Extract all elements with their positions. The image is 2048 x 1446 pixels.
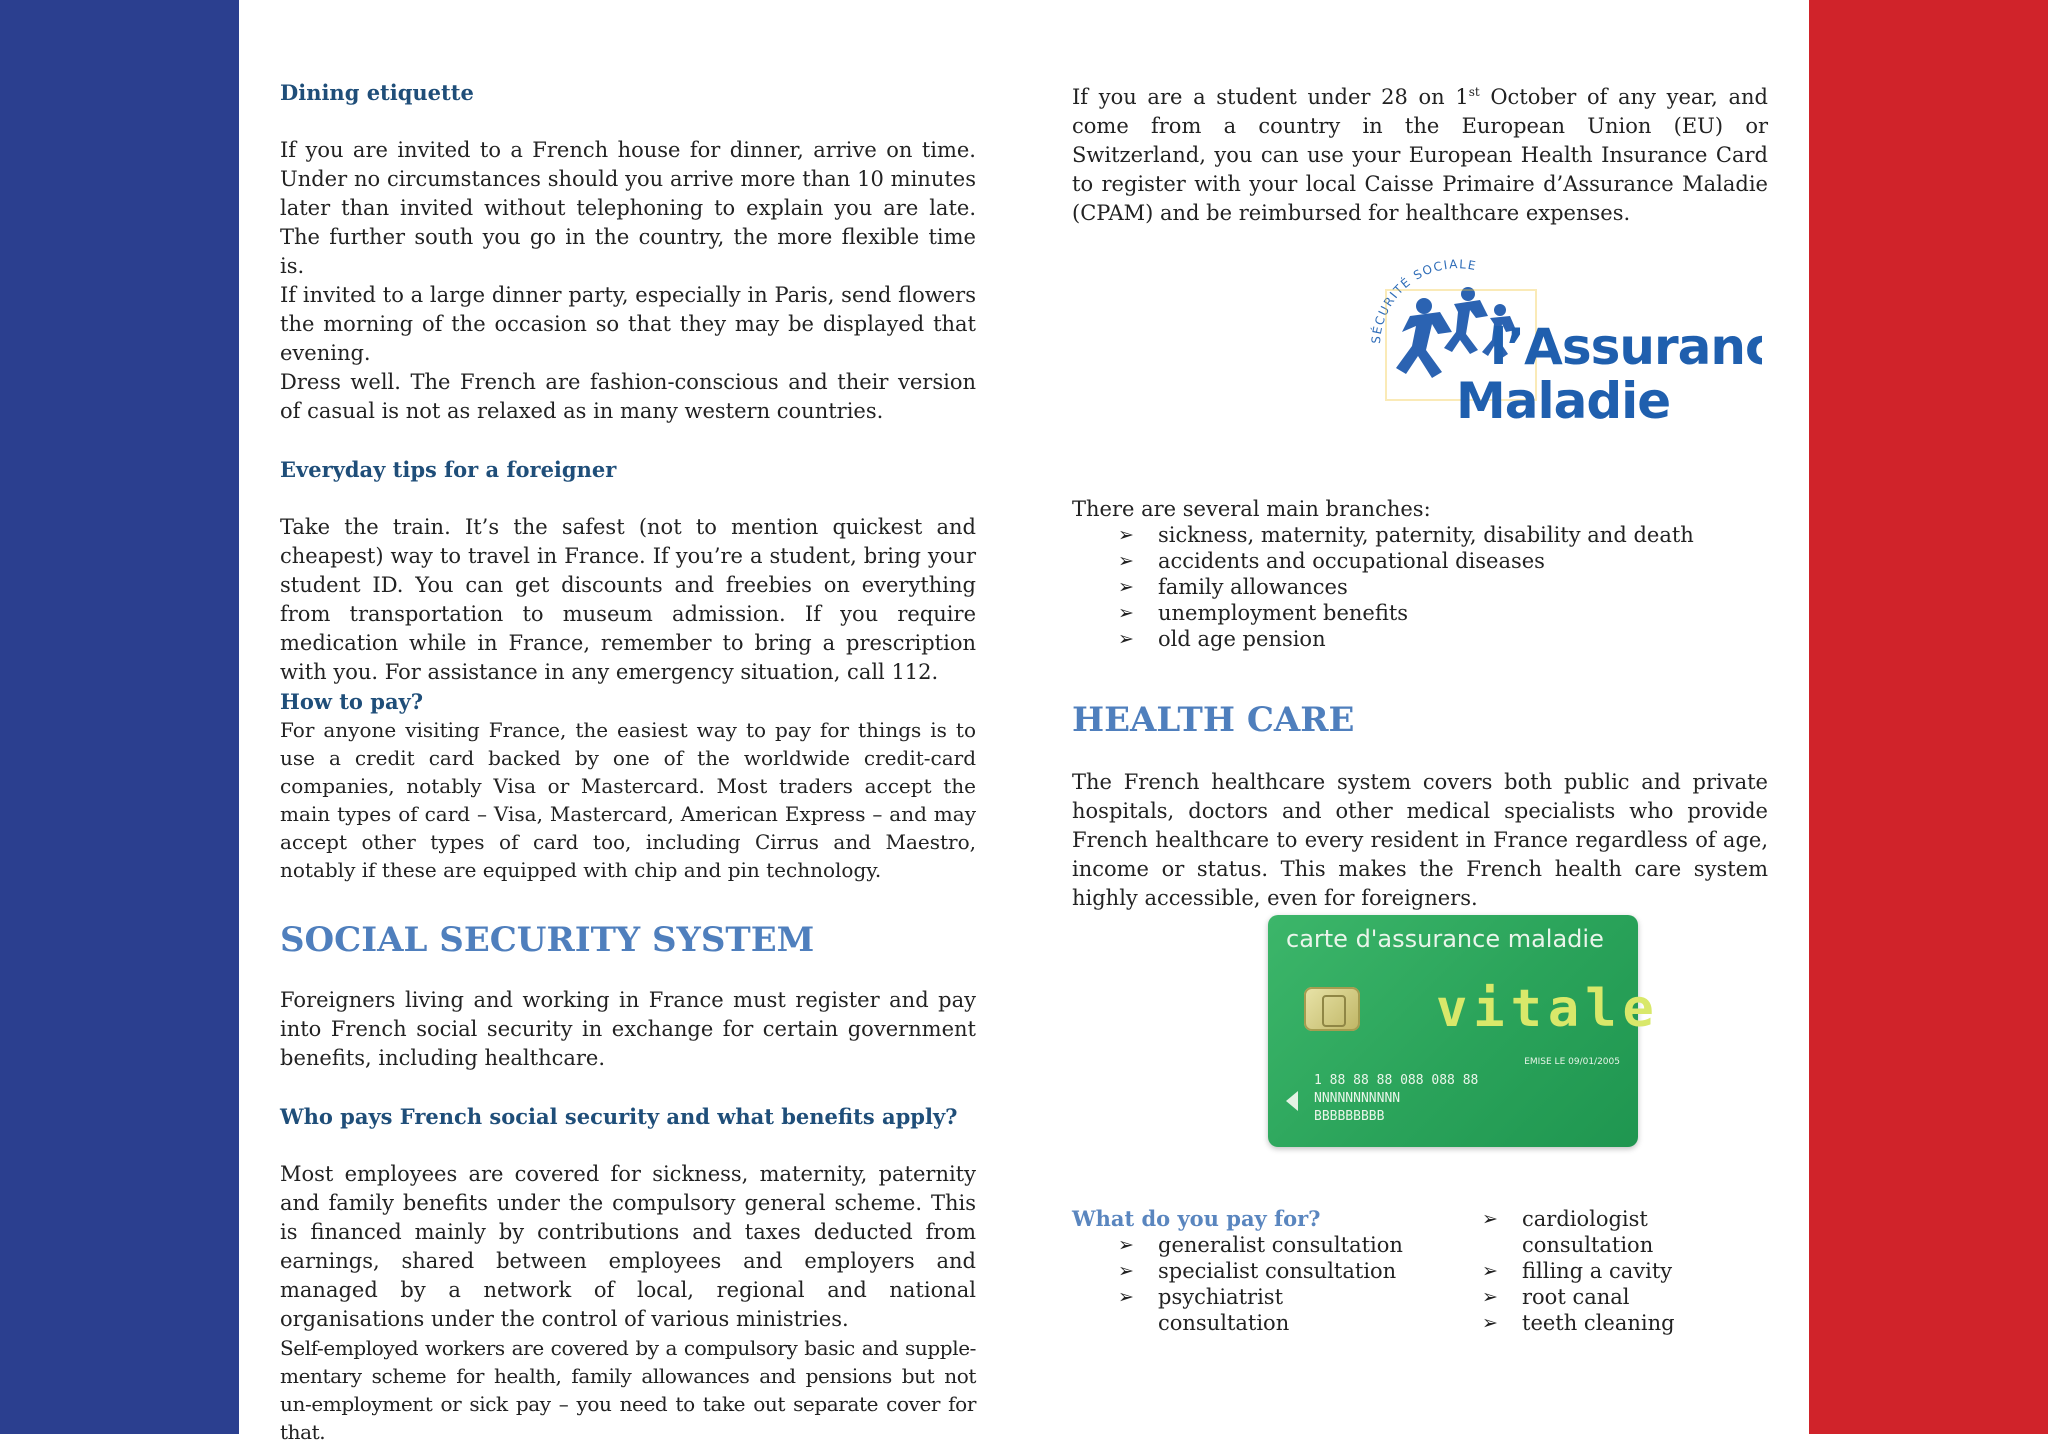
card-brand: vitale bbox=[1436, 979, 1660, 1039]
who-pays-paragraph-1: Most employees are covered for sickness, maternity, paternity and family benefits under the compulsory general scheme. This is financed mainly by contributions and taxes deducted from earnings, shared between employees and employers and managed by a network of local, regional and national organisations under the control of various ministries. bbox=[280, 1162, 976, 1331]
health-care-paragraph: The French healthcare system covers both public and private hospitals, doctors and other medical specialists who provide French healthcare to every resident in France regardless of age, income or status. This makes the French health care system highly accessible, even for foreigners. bbox=[1072, 770, 1768, 910]
carte-vitale-card bbox=[1268, 915, 1660, 1147]
who-pays-paragraph-2: Self-employed workers are covered by a compulsory basic and supple-mentary scheme for health, family allowances and pensions but not un-employment or sick pay – you need to take out separate cover for that. bbox=[280, 1336, 976, 1444]
svg-text:SÉCURITÉ SOCIALE: SÉCURITÉ SOCIALE bbox=[1368, 257, 1479, 345]
list-item: ➢ accidents and occupational diseases bbox=[1118, 549, 1545, 573]
assurance-maladie-logo bbox=[1362, 254, 1762, 444]
dining-paragraph-1: If you are invited to a French house for dinner, arrive on time. Under no circumstances should you arrive more than 10 minutes later than invited without telephoning to explain you are late. The further south you go in the country, the more flexible time is. bbox=[280, 138, 976, 278]
card-number: 1 88 88 88 088 088 88 bbox=[1314, 1073, 1479, 1088]
social-security-title: SOCIAL SECURITY SYSTEM bbox=[280, 920, 815, 960]
left-column bbox=[280, 78, 976, 1446]
branches-intro: There are several main branches: bbox=[1072, 497, 1431, 521]
how-to-pay-paragraph: For anyone visiting France, the easiest way to pay for things is to use a credit card backed by one of the worldwide credit-card companies, notably Visa or Mastercard. Most traders accept the main types of card – Visa, Mastercard, American Express – and may accept other types of card too, including Cirrus and Maestro, notably if these are equipped with chip and pin technology. bbox=[280, 718, 976, 882]
everyday-tips-paragraph: Take the train. It’s the safest (not to mention quickest and cheapest) way to travel in France. If you’re a student, bring your student ID. You can get discounts and freebies on everything from transportation to museum admission. If you require medication while in France, remember to bring a prescription with you. For assistance in any emergency situation, call 112. bbox=[280, 515, 976, 684]
logo-line-2: Maladie bbox=[1456, 372, 1671, 430]
list-item: ➢ teeth cleaning bbox=[1482, 1311, 1675, 1335]
branches-list bbox=[1072, 522, 1768, 652]
flag-blue-band bbox=[0, 0, 239, 1434]
flag-red-band bbox=[1809, 0, 2048, 1434]
pay-for-list-right bbox=[1476, 1206, 1776, 1336]
card-issue-date: EMISE LE 09/01/2005 bbox=[1524, 1057, 1620, 1067]
list-item: ➢ root canal bbox=[1482, 1285, 1630, 1309]
who-pays-heading: Who pays French social security and what benefits apply? bbox=[280, 1104, 958, 1129]
list-item: ➢ psychiatrist consultation bbox=[1118, 1285, 1290, 1335]
what-do-you-pay-for-heading: What do you pay for? bbox=[1072, 1206, 1321, 1231]
how-to-pay-heading: How to pay? bbox=[280, 689, 424, 714]
chip-icon bbox=[1304, 987, 1360, 1031]
logo-line-1: l’Assuranc bbox=[1490, 318, 1762, 376]
health-care-title: HEALTH CARE bbox=[1072, 700, 1355, 740]
card-name-line: NNNNNNNNNNN bbox=[1314, 1091, 1401, 1106]
list-item: ➢ specialist consultation bbox=[1118, 1259, 1397, 1283]
card-code-line: BBBBBBBBB bbox=[1314, 1109, 1385, 1124]
list-item: ➢ filling a cavity bbox=[1482, 1259, 1673, 1283]
list-item: ➢ old age pension bbox=[1118, 627, 1326, 651]
list-item: ➢ generalist consultation bbox=[1118, 1233, 1403, 1257]
list-item: ➢ family allowances bbox=[1118, 575, 1348, 599]
social-security-paragraph: Foreigners living and working in France must register and pay into French social security in exchange for certain government benefits, including healthcare. bbox=[280, 988, 976, 1070]
pay-for-list-left bbox=[1072, 1232, 1412, 1336]
triangle-marker-icon bbox=[1286, 1091, 1298, 1111]
assurance-maladie-logo-graphic bbox=[1362, 254, 1762, 444]
dining-paragraph-2: If invited to a large dinner party, especially in Paris, send flowers the morning of the occasion so that they may be displayed that evening. bbox=[280, 283, 976, 365]
everyday-tips-heading: Everyday tips for a foreigner bbox=[280, 457, 617, 482]
student-paragraph: If you are a student under 28 on 1st October of any year, and come from a country in the European Union (EU) or Switzerland, you can use your European Health Insurance Card to register with your local Caisse Primaire d’Assurance Maladie (CPAM) and be reimbursed for healthcare expenses. bbox=[1072, 85, 1768, 225]
list-item: ➢ unemployment benefits bbox=[1118, 601, 1409, 625]
list-item: ➢ sickness, maternity, paternity, disability and death bbox=[1118, 523, 1694, 547]
list-item: ➢ cardiologist consultation bbox=[1482, 1207, 1654, 1257]
card-title: carte d'assurance maladie bbox=[1286, 925, 1604, 953]
dining-paragraph-3: Dress well. The French are fashion-conscious and their version of casual is not as relaxed as in many western countries. bbox=[280, 370, 976, 423]
dining-etiquette-heading: Dining etiquette bbox=[280, 80, 474, 105]
right-column bbox=[1072, 78, 1768, 913]
